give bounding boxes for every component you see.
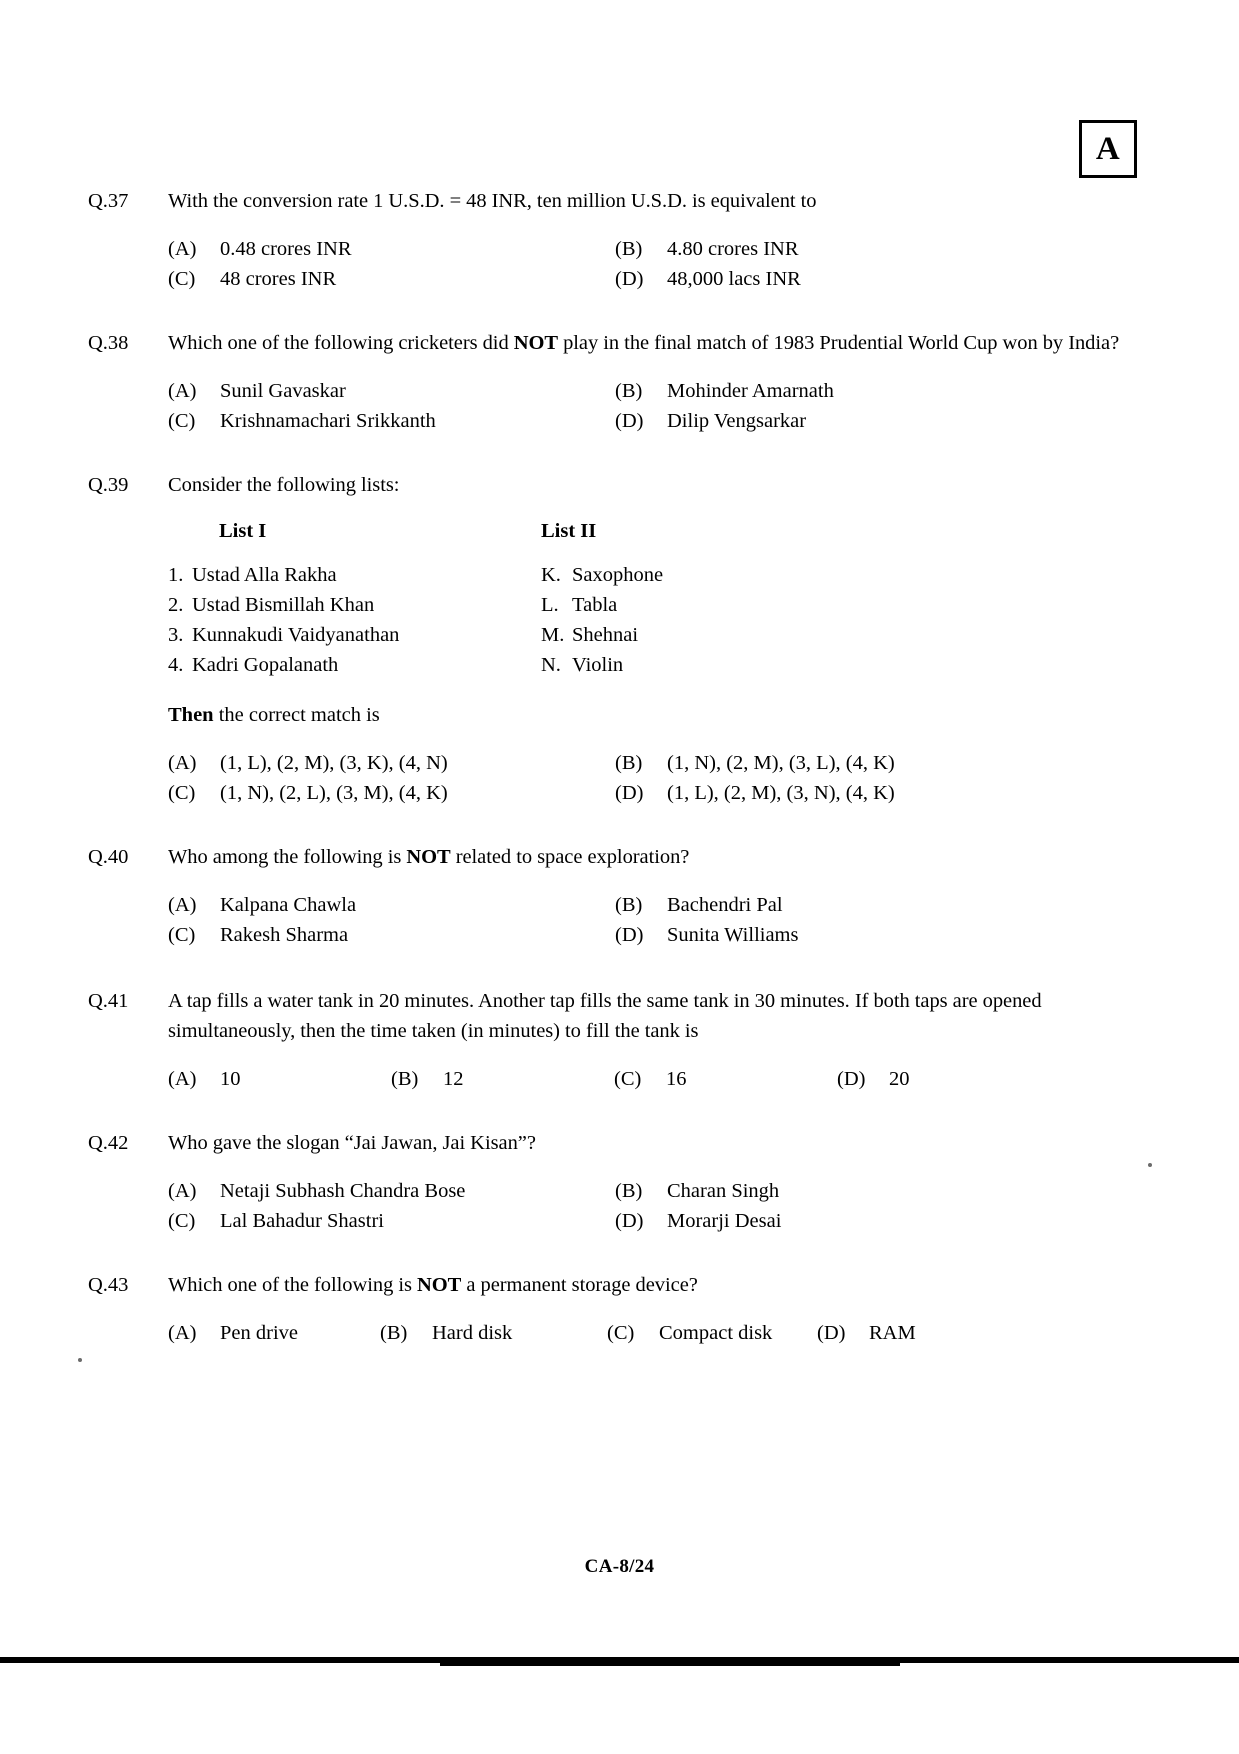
option-c[interactable]	[607, 1318, 817, 1348]
option-text: 10	[220, 1068, 241, 1090]
list-2-cell	[541, 590, 617, 620]
option-text: (1, L), (2, M), (3, K), (4, N)	[220, 752, 448, 774]
option-group	[168, 890, 1151, 950]
option-text: Lal Bahadur Shastri	[220, 1210, 384, 1232]
option-b[interactable]	[615, 376, 834, 406]
scan-speck	[1148, 1163, 1152, 1167]
list-1-marker: 3.	[168, 624, 184, 646]
option-label: (B)	[615, 894, 643, 916]
question-block	[0, 986, 1239, 1094]
matching-instruction-emphasis: Then	[168, 704, 214, 726]
question-block	[0, 842, 1239, 950]
matching-instruction	[168, 700, 1151, 730]
option-c[interactable]	[168, 406, 615, 436]
option-a[interactable]	[168, 376, 615, 406]
option-label: (A)	[168, 1322, 197, 1344]
question-number: Q.39	[88, 474, 129, 496]
question-text-run: a permanent storage device?	[461, 1274, 698, 1296]
option-d[interactable]	[615, 778, 895, 808]
question-text	[168, 186, 1151, 216]
option-text: 12	[443, 1068, 464, 1090]
option-label: (C)	[614, 1068, 642, 1090]
option-a[interactable]	[168, 1318, 380, 1348]
option-text: Kalpana Chawla	[220, 894, 357, 916]
option-row	[168, 234, 1151, 264]
list-1-cell	[168, 560, 541, 590]
list-2-marker: L.	[541, 594, 559, 616]
list-2-cell	[541, 560, 663, 590]
question-text-run: A tap fills a water tank in 20 minutes. Another tap fills the same tank in 30 minutes. If both taps are opened simultaneously, then the time taken (in minutes) to fill the tank is	[168, 990, 1042, 1042]
option-d[interactable]	[817, 1318, 916, 1348]
option-text: Hard disk	[432, 1322, 513, 1344]
list-1-marker: 2.	[168, 594, 184, 616]
option-text: Dilip Vengsarkar	[667, 410, 807, 432]
option-label: (B)	[615, 752, 643, 774]
option-label: (C)	[607, 1322, 635, 1344]
option-text: (1, N), (2, M), (3, L), (4, K)	[667, 752, 895, 774]
scan-edge-line-secondary	[440, 1663, 900, 1666]
list-2-item: Tabla	[572, 594, 618, 616]
option-label: (D)	[615, 1210, 644, 1232]
question-number: Q.43	[88, 1274, 129, 1296]
option-label: (C)	[168, 924, 196, 946]
option-b[interactable]	[380, 1318, 607, 1348]
option-label: (C)	[168, 782, 196, 804]
question-text-run: Which one of the following cricketers did	[168, 332, 514, 354]
list-2-cell	[541, 620, 638, 650]
list-2-heading: List II	[541, 520, 597, 542]
option-label: (C)	[168, 1210, 196, 1232]
list-1-marker: 1.	[168, 564, 184, 586]
list-1-heading: List I	[219, 520, 267, 542]
question-number: Q.42	[88, 1132, 129, 1154]
option-label: (D)	[615, 410, 644, 432]
option-text: Rakesh Sharma	[220, 924, 349, 946]
option-a[interactable]	[168, 1176, 615, 1206]
option-text: (1, N), (2, L), (3, M), (4, K)	[220, 782, 448, 804]
option-b[interactable]	[391, 1064, 614, 1094]
list-1-item: Ustad Alla Rakha	[192, 564, 337, 586]
booklet-code-letter: A	[1095, 130, 1121, 167]
option-label: (A)	[168, 1068, 197, 1090]
question-block	[0, 186, 1239, 294]
option-c[interactable]	[168, 264, 615, 294]
option-label: (D)	[615, 924, 644, 946]
matching-lists	[168, 516, 1151, 730]
option-d[interactable]	[615, 920, 798, 950]
option-row	[168, 406, 1151, 436]
option-text: Bachendri Pal	[667, 894, 783, 916]
option-label: (B)	[391, 1068, 419, 1090]
option-row	[168, 748, 1151, 778]
option-label: (A)	[168, 752, 197, 774]
matching-list-row	[168, 560, 1151, 590]
option-row	[168, 1064, 1151, 1094]
question-list	[0, 186, 1239, 1382]
option-text: Pen drive	[220, 1322, 298, 1344]
question-block	[0, 328, 1239, 436]
option-d[interactable]	[615, 264, 801, 294]
booklet-code-box	[1079, 120, 1137, 178]
option-b[interactable]	[615, 890, 783, 920]
option-label: (C)	[168, 410, 196, 432]
option-label: (D)	[615, 782, 644, 804]
option-label: (D)	[615, 268, 644, 290]
list-1-cell	[168, 620, 541, 650]
option-c[interactable]	[168, 920, 615, 950]
option-text: Charan Singh	[667, 1180, 780, 1202]
option-b[interactable]	[615, 1176, 779, 1206]
option-row	[168, 1318, 1151, 1348]
option-a[interactable]	[168, 890, 615, 920]
option-b[interactable]	[615, 234, 799, 264]
matching-list-row	[168, 590, 1151, 620]
option-c[interactable]	[168, 778, 615, 808]
option-label: (D)	[817, 1322, 846, 1344]
list-1-marker: 4.	[168, 654, 184, 676]
question-text	[168, 328, 1151, 358]
option-group	[168, 1064, 1151, 1094]
option-text: 48,000 lacs INR	[667, 268, 801, 290]
matching-list-row	[168, 620, 1151, 650]
question-number: Q.37	[88, 190, 129, 212]
question-emphasis: NOT	[513, 332, 559, 354]
question-text	[168, 470, 1151, 500]
list-2-cell	[541, 650, 623, 680]
matching-list-row	[168, 650, 1151, 680]
option-text: Krishnamachari Srikkanth	[220, 410, 436, 432]
matching-lists-header	[168, 516, 1151, 546]
list-1-item: Kunnakudi Vaidyanathan	[192, 624, 400, 646]
option-a[interactable]	[168, 1064, 391, 1094]
option-row	[168, 1206, 1151, 1236]
question-text-run: related to space exploration?	[450, 846, 690, 868]
option-row	[168, 1176, 1151, 1206]
option-text: (1, L), (2, M), (3, N), (4, K)	[667, 782, 895, 804]
option-group	[168, 748, 1151, 808]
question-text-run: Who among the following is	[168, 846, 407, 868]
option-text: 16	[666, 1068, 687, 1090]
option-label: (A)	[168, 238, 197, 260]
option-label: (C)	[168, 268, 196, 290]
question-text	[168, 842, 1151, 872]
option-group	[168, 234, 1151, 294]
list-2-item: Violin	[572, 654, 624, 676]
list-1-cell	[168, 590, 541, 620]
list-1-item: Ustad Bismillah Khan	[192, 594, 375, 616]
option-text: 20	[889, 1068, 910, 1090]
question-text	[168, 1128, 1151, 1158]
question-number: Q.41	[88, 990, 129, 1012]
question-emphasis: NOT	[417, 1274, 462, 1296]
list-2-marker: M.	[541, 624, 565, 646]
option-label: (A)	[168, 1180, 197, 1202]
option-row	[168, 778, 1151, 808]
option-d[interactable]	[837, 1064, 910, 1094]
list-2-marker: N.	[541, 654, 561, 676]
option-row	[168, 890, 1151, 920]
question-block	[0, 1128, 1239, 1236]
option-text: Morarji Desai	[667, 1210, 782, 1232]
option-label: (A)	[168, 894, 197, 916]
question-emphasis: NOT	[406, 846, 451, 868]
matching-instruction-rest: the correct match is	[213, 704, 380, 726]
option-label: (B)	[615, 380, 643, 402]
option-row	[168, 376, 1151, 406]
question-number: Q.40	[88, 846, 129, 868]
option-a[interactable]	[168, 234, 615, 264]
option-text: Mohinder Amarnath	[667, 380, 834, 402]
option-d[interactable]	[615, 1206, 781, 1236]
option-text: 0.48 crores INR	[220, 238, 352, 260]
option-text: Sunita Williams	[667, 924, 799, 946]
option-group	[168, 1176, 1151, 1236]
option-label: (B)	[380, 1322, 408, 1344]
option-label: (D)	[837, 1068, 866, 1090]
scan-speck	[78, 1358, 82, 1362]
option-label: (B)	[615, 238, 643, 260]
list-2-item: Shehnai	[572, 624, 639, 646]
question-text-run: Who gave the slogan “Jai Jawan, Jai Kisan”?	[168, 1132, 536, 1154]
question-block	[0, 470, 1239, 808]
page-footer: CA-8/24	[584, 1556, 655, 1577]
option-text: 4.80 crores INR	[667, 238, 799, 260]
option-c[interactable]	[614, 1064, 837, 1094]
option-row	[168, 264, 1151, 294]
option-text: Netaji Subhash Chandra Bose	[220, 1180, 466, 1202]
question-text	[168, 986, 1151, 1046]
option-text: RAM	[869, 1322, 916, 1344]
option-text: Sunil Gavaskar	[220, 380, 346, 402]
list-2-item: Saxophone	[572, 564, 664, 586]
list-2-marker: K.	[541, 564, 561, 586]
question-text-run: With the conversion rate 1 U.S.D. = 48 INR, ten million U.S.D. is equivalent to	[168, 190, 817, 212]
option-text: Compact disk	[659, 1322, 773, 1344]
question-text	[168, 1270, 1151, 1300]
option-group	[168, 1318, 1151, 1348]
option-row	[168, 920, 1151, 950]
question-number: Q.38	[88, 332, 129, 354]
option-d[interactable]	[615, 406, 806, 436]
question-text-run: Consider the following lists:	[168, 474, 400, 496]
list-1-cell	[168, 650, 541, 680]
question-text-run: Which one of the following is	[168, 1274, 418, 1296]
option-group	[168, 376, 1151, 436]
option-label: (A)	[168, 380, 197, 402]
option-b[interactable]	[615, 748, 895, 778]
option-label: (B)	[615, 1180, 643, 1202]
option-a[interactable]	[168, 748, 615, 778]
question-text-run: play in the final match of 1983 Prudential World Cup won by India?	[558, 332, 1120, 354]
list-1-item: Kadri Gopalanath	[192, 654, 339, 676]
question-block	[0, 1270, 1239, 1348]
option-c[interactable]	[168, 1206, 615, 1236]
option-text: 48 crores INR	[220, 268, 337, 290]
